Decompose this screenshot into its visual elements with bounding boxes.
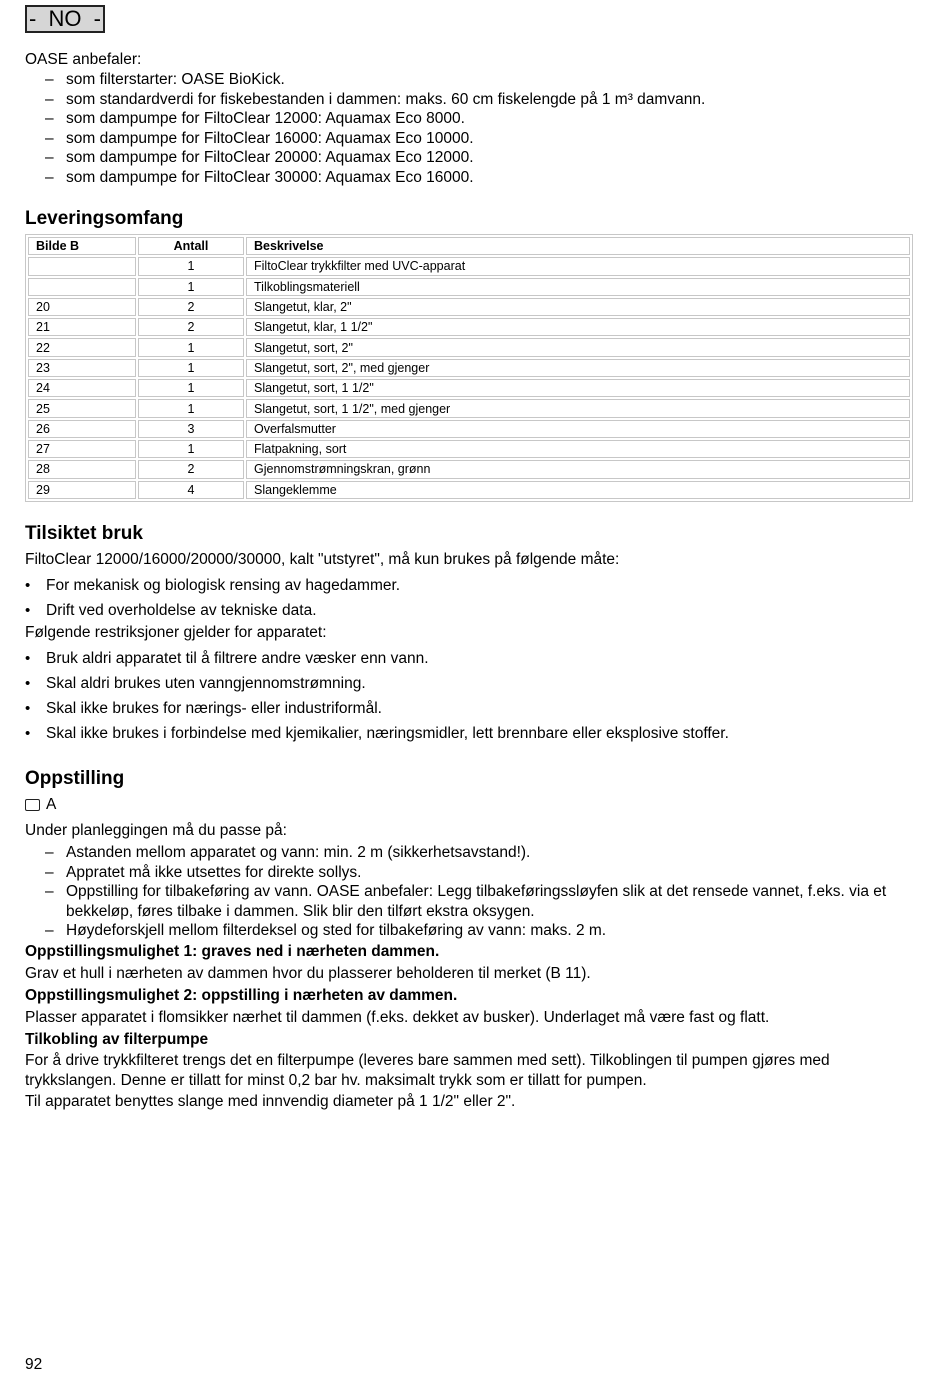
- recommendation-item: – som filterstarter: OASE BioKick.: [25, 70, 912, 90]
- planning-item: – Oppstilling for tilbakeføring av vann. OASE anbefaler: Legg tilbakeføringssløyfen slik at det rensede vannet, f.eks. via et bekkeløp, føres tilbake i dammen. Slik blir den tilført ekstra oksygen.: [25, 882, 912, 921]
- cell-description: Overfalsmutter: [246, 420, 910, 438]
- scope-of-delivery-heading: Leveringsomfang: [25, 208, 184, 229]
- cell-figure: 23: [28, 359, 136, 377]
- setup-option-1-heading: Oppstillingsmulighet 1: graves ned i nærheten dammen.: [25, 942, 440, 960]
- cell-quantity: 2: [138, 460, 244, 478]
- table-row: [28, 460, 910, 478]
- cell-figure: 22: [28, 338, 136, 356]
- cell-figure: 26: [28, 420, 136, 438]
- restrictions-list: [25, 646, 912, 746]
- filter-pump-heading: Tilkobling av filterpumpe: [25, 1030, 209, 1048]
- hose-diameter-text: Til apparatet benyttes slange med innvendig diameter på 1 1/2" eller 2".: [25, 1092, 516, 1110]
- cell-description: Tilkoblingsmateriell: [246, 278, 910, 296]
- cell-description: Slangetut, sort, 1 1/2": [246, 379, 910, 397]
- cell-figure: 20: [28, 298, 136, 316]
- table-row: [28, 318, 910, 336]
- cell-quantity: 2: [138, 298, 244, 316]
- planning-lead: Under planleggingen må du passe på:: [25, 822, 287, 839]
- restriction-item: • Bruk aldri apparatet til å filtrere andre væsker enn vann.: [25, 646, 912, 671]
- recommendations-section: [25, 50, 912, 187]
- restriction-item: • Skal ikke brukes i forbindelse med kjemikalier, næringsmidler, lett brennbare eller eksplosive stoffer.: [25, 721, 912, 746]
- recommendation-item: – som dampumpe for FiltoClear 16000: Aquamax Eco 10000.: [25, 129, 912, 149]
- intended-use-section: [25, 522, 912, 746]
- recommendation-item: – som dampumpe for FiltoClear 30000: Aquamax Eco 16000.: [25, 168, 912, 188]
- recommendation-item: – som standardverdi for fiskebestanden i dammen: maks. 60 cm fiskelengde på 1 m³ damvann.: [25, 90, 912, 110]
- cell-quantity: 1: [138, 278, 244, 296]
- restrictions-lead: Følgende restriksjoner gjelder for apparatet:: [25, 624, 327, 641]
- cell-description: Flatpakning, sort: [246, 440, 910, 458]
- table-row: [28, 359, 910, 377]
- cell-figure: [28, 257, 136, 275]
- table-row: [28, 379, 910, 397]
- cell-figure: 28: [28, 460, 136, 478]
- book-icon: [25, 799, 40, 811]
- filter-pump-text: For å drive trykkfilteret trengs det en filterpumpe (leveres bare sammen med sett). Tilkoblingen til pumpen gjøres med trykkslangen. Denne er tillatt for minst 0,2 bar hv. maksimalt trykk som er tillatt for pumpen.: [25, 1051, 830, 1089]
- cell-quantity: 1: [138, 379, 244, 397]
- cell-description: Slangetut, sort, 2", med gjenger: [246, 359, 910, 377]
- cell-figure: [28, 278, 136, 296]
- cell-quantity: 4: [138, 481, 244, 499]
- table-header-row: [28, 237, 910, 255]
- cell-description: Slangetut, klar, 2": [246, 298, 910, 316]
- cell-description: Slangetut, sort, 2": [246, 338, 910, 356]
- cell-description: Gjennomstrømningskran, grønn: [246, 460, 910, 478]
- figure-reference: [25, 795, 912, 815]
- cell-figure: 29: [28, 481, 136, 499]
- recommendation-item: – som dampumpe for FiltoClear 12000: Aquamax Eco 8000.: [25, 109, 912, 129]
- table-row: [28, 338, 910, 356]
- planning-item: – Appratet må ikke utsettes for direkte sollys.: [25, 863, 912, 883]
- cell-quantity: 3: [138, 420, 244, 438]
- intended-use-lead: FiltoClear 12000/16000/20000/30000, kalt "utstyret", må kun brukes på følgende måte:: [25, 551, 620, 568]
- table-row: [28, 481, 910, 499]
- cell-description: Slangeklemme: [246, 481, 910, 499]
- table-row: [28, 278, 910, 296]
- language-tag-left-dash: -: [29, 6, 37, 31]
- setup-option-2-text: Plasser apparatet i flomsikker nærhet til dammen (f.eks. dekket av busker). Underlaget må være fast og flatt.: [25, 1008, 770, 1026]
- cell-quantity: 1: [138, 440, 244, 458]
- cell-quantity: 1: [138, 359, 244, 377]
- planning-list: [25, 843, 912, 941]
- table-row: [28, 440, 910, 458]
- intended-use-item: • Drift ved overholdelse av tekniske data.: [25, 598, 912, 623]
- setup-heading: Oppstilling: [25, 768, 125, 789]
- cell-quantity: 2: [138, 318, 244, 336]
- cell-description: Slangetut, klar, 1 1/2": [246, 318, 910, 336]
- page-number: 92: [25, 1356, 43, 1373]
- cell-quantity: 1: [138, 338, 244, 356]
- setup-option-2-heading: Oppstillingsmulighet 2: oppstilling i nærheten av dammen.: [25, 986, 458, 1004]
- recommendations-list: [25, 70, 912, 187]
- cell-description: FiltoClear trykkfilter med UVC-apparat: [246, 257, 910, 275]
- restriction-item: • Skal ikke brukes for nærings- eller industriformål.: [25, 696, 912, 721]
- column-header-figure: Bilde B: [28, 237, 136, 255]
- scope-of-delivery-table: [25, 234, 913, 502]
- table-row: [28, 257, 910, 275]
- cell-description: Slangetut, sort, 1 1/2", med gjenger: [246, 399, 910, 417]
- recommendations-heading: OASE anbefaler:: [25, 51, 142, 68]
- recommendation-item: – som dampumpe for FiltoClear 20000: Aquamax Eco 12000.: [25, 148, 912, 168]
- intended-use-heading: Tilsiktet bruk: [25, 523, 143, 544]
- intended-use-item: • For mekanisk og biologisk rensing av hagedammer.: [25, 573, 912, 598]
- figure-reference-label: A: [46, 796, 57, 813]
- table-row: [28, 399, 910, 417]
- planning-item: – Høydeforskjell mellom filterdeksel og sted for tilbakeføring av vann: maks. 2 m.: [25, 921, 912, 941]
- language-tag-right-dash: -: [93, 6, 101, 31]
- table-row: [28, 298, 910, 316]
- intended-use-list: [25, 573, 912, 623]
- cell-quantity: 1: [138, 257, 244, 275]
- language-tag: [25, 5, 105, 33]
- planning-item: – Astanden mellom apparatet og vann: min. 2 m (sikkerhetsavstand!).: [25, 843, 912, 863]
- cell-figure: 27: [28, 440, 136, 458]
- column-header-quantity: Antall: [138, 237, 244, 255]
- column-header-description: Beskrivelse: [246, 237, 910, 255]
- cell-figure: 21: [28, 318, 136, 336]
- restriction-item: • Skal aldri brukes uten vanngjennomstrømning.: [25, 671, 912, 696]
- cell-quantity: 1: [138, 399, 244, 417]
- language-code: NO: [48, 6, 82, 31]
- cell-figure: 25: [28, 399, 136, 417]
- setup-section: [25, 767, 912, 1113]
- table-row: [28, 420, 910, 438]
- cell-figure: 24: [28, 379, 136, 397]
- setup-option-1-text: Grav et hull i nærheten av dammen hvor du plasserer beholderen til merket (B 11).: [25, 964, 591, 982]
